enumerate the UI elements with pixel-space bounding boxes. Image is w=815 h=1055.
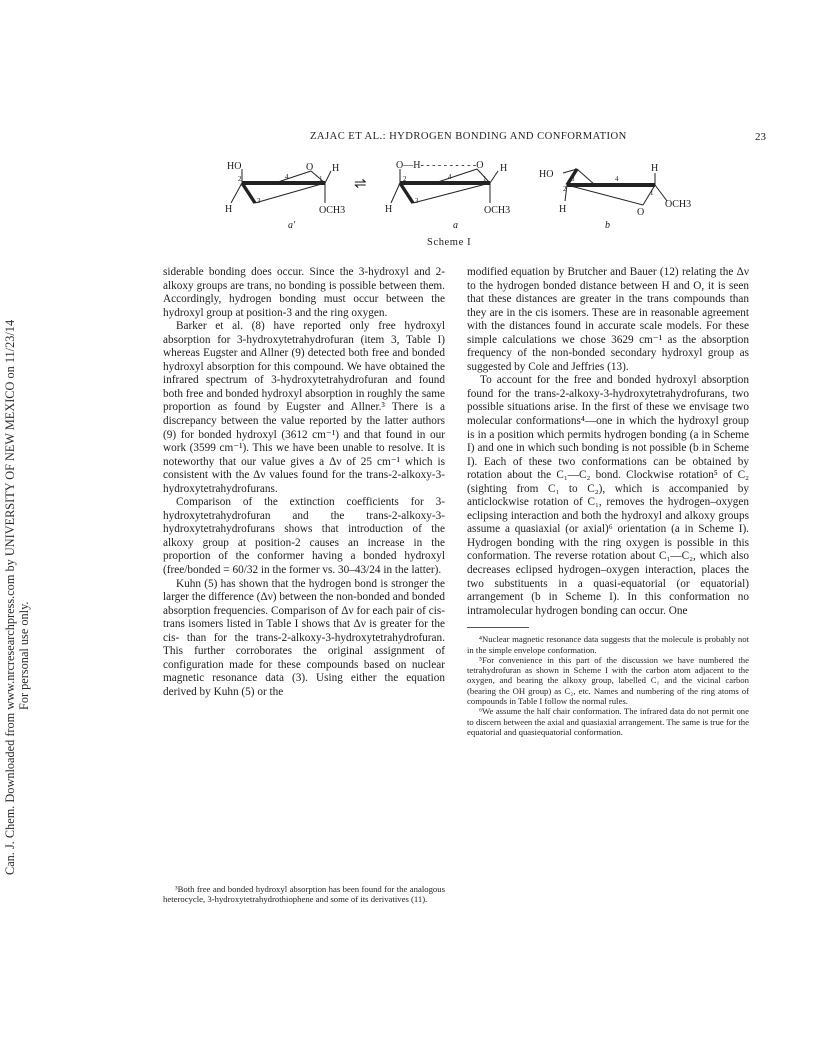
label-ho: HO — [227, 161, 242, 172]
label-o: O — [637, 207, 645, 218]
structure-a — [385, 160, 510, 231]
label-h: H — [385, 204, 393, 215]
paragraph: Kuhn (5) has shown that the hydrogen bond is stronger the larger the difference (Δν) between the non-bonded and bonded absorption frequencies. Comparison of Δν for each pair of cis-trans isomers listed in Table I shows that Δν is greater for the cis- than for the trans-2-alkoxy-3-hydroxytetrahydrofuran. This further corroborates the original assignment of configuration made for these compounds based on nuclear magnetic resonance data (3). Using either the equation derived by Kuhn (5) or the — [163, 577, 445, 698]
label-a-prime: a′ — [288, 220, 296, 231]
download-notice-line-2: For personal use only. — [17, 601, 31, 710]
label-o: O — [306, 162, 314, 173]
label-4: 4 — [615, 175, 619, 183]
equilibrium-arrow: ⇌ — [354, 176, 367, 192]
label-1: 1 — [650, 189, 654, 197]
label-b: b — [605, 220, 610, 231]
footnote-5: ⁵For convenience in this part of the discussion we have numbered the tetrahydrofuran as shown in Scheme I with the carbon atom adjacent to the oxygen, and bearing the alkoxy group, labelled C₁ and the vicinal carbon (bearing the OH group) as C₂, etc. Names and numbering of the ring atoms of compounds in Table I follow the normal rules. — [467, 654, 749, 706]
label-3: 3 — [415, 197, 419, 205]
left-footnotes — [163, 884, 445, 905]
paragraph: Barker et al. (8) have reported only free hydroxyl absorption for 3-hydroxytetrahydrofuran (item 3, Table I) whereas Eugster and Allner (9) detected both free and bonded hydroxyl absorption for this compound. We have obtained the infrared spectrum of 3-hydroxytetrahydrofuran and found both free and bonded hydroxyl absorption in roughly the same proportion as found by Eugster and Allner.³ There is a discrepancy between the value reported by the latter authors (9) for bonded hydroxyl (3612 cm⁻¹) and that found in our work (3599 cm⁻¹). This we have been unable to resolve. It is noteworthy that our value gives a Δν of 25 cm⁻¹ which is consistent with the Δν values found for the trans-2-alkoxy-3-hydroxytetrahydrofurans. — [163, 320, 445, 495]
label-och3: OCH3 — [319, 205, 346, 216]
label-h: H — [500, 163, 508, 174]
footnote-divider — [467, 627, 529, 628]
label-4: 4 — [285, 173, 289, 181]
scheme-caption: Scheme I — [427, 237, 472, 248]
label-och3: OCH3 — [484, 205, 511, 216]
scheme-structures — [215, 155, 715, 235]
paragraph: To account for the free and bonded hydroxyl absorption found for the trans-2-alkoxy-3-hydroxytetrahydrofurans, two possible situations arise. In the first of these we envisage two molecular conformations⁴—one in which the hydroxyl group is in a position which permits hydrogen bonding (a in Scheme I) and one in which such bonding is not possible (b in Scheme I). Each of these two conformations can be obtained by rotation about the C₁—C₂ bond. Clockwise rotation⁵ of C₂ (sighting from C₁ to C₂), which is accompanied by anticlockwise rotation of C₁, removes the hydrogen–oxygen eclipsing interaction and both the hydroxyl and alkoxy groups assume a quasiaxial (or axial)⁶ orientation (a in Scheme I). Hydrogen bonding with the ring oxygen is possible in this conformation. The reverse rotation about C₁—C₂, which also decreases eclipsed hydrogen–oxygen interaction, places the two substituents in a quasi-equatorial (or equatorial) arrangement (b in Scheme I). In this conformation no intramolecular hydrogen bonding can occur. One — [467, 374, 749, 617]
footnote-4: ⁴Nuclear magnetic resonance data suggests that the molecule is probably not in the simple envelope conformation. — [467, 634, 749, 655]
paragraph: siderable bonding does occur. Since the 3-hydroxyl and 2-alkoxy groups are trans, no bonding is possible between them. Accordingly, hydrogen bonding must occur between the hydroxyl group at position-3 and the ring oxygen. — [163, 266, 445, 319]
paragraph: Comparison of the extinction coefficients for 3-hydroxytetrahydrofuran and the trans-2-alkoxy-3-hydroxytetrahydrofurans shows that introduction of the alkoxy group at position-2 causes an increase in the proportion of the conformer having a bonded hydroxyl (free/bonded = 60/32 in the former vs. 30–43/24 in the latter). — [163, 496, 445, 577]
left-column — [163, 266, 445, 700]
label-a: a — [453, 220, 458, 231]
download-notice — [3, 225, 31, 875]
label-ho: HO — [539, 169, 554, 180]
footnote-3: ³Both free and bonded hydroxyl absorption has been found for the analogous heterocycle, 3-hydroxytetrahydrothiophene and some of its derivatives (11). — [163, 884, 445, 905]
label-1: 1 — [319, 175, 323, 183]
right-column — [467, 266, 749, 737]
label-2: 2 — [563, 185, 567, 193]
label-h: H — [225, 204, 233, 215]
structure-a-prime — [225, 161, 345, 231]
structure-b — [539, 163, 691, 231]
page-number: 23 — [755, 131, 766, 143]
footnote-6: ⁶We assume the half chair conformation. The infrared data do not permit one to discern between the axial and quasiaxial arrangement. The same is true for the equatorial and quasiequatorial conformation. — [467, 706, 749, 737]
download-notice-line-1: Can. J. Chem. Downloaded from www.nrcresearchpress.com by UNIVERSITY OF NEW MEXICO on 11/23/14 — [3, 319, 17, 875]
label-2: 2 — [238, 175, 242, 183]
label-3: 3 — [571, 175, 575, 183]
label-1: 1 — [483, 175, 487, 183]
scheme-figure — [215, 155, 715, 235]
label-och3: OCH3 — [665, 199, 692, 210]
running-title: ZAJAC ET AL.: HYDROGEN BONDING AND CONFORMATION — [310, 131, 627, 142]
label-o-hbond: O—H- - - - - - - - - -O — [396, 160, 484, 171]
label-3: 3 — [257, 197, 261, 205]
label-h: H — [332, 163, 340, 174]
label-2: 2 — [403, 175, 407, 183]
label-h: H — [651, 163, 659, 174]
paragraph: modified equation by Brutcher and Bauer (12) relating the Δν to the hydrogen bonded distance between H and O, it is seen that these distances are greater in the trans compounds than they are in the cis isomers. These are in reasonable agreement with the distances found in accurate scale models. For these simple calculations we chose 3629 cm⁻¹ as the absorption frequency of the non-bonded secondary hydroxyl group as suggested by Cole and Jeffries (13). — [467, 266, 749, 373]
label-4: 4 — [448, 173, 452, 181]
label-h: H — [559, 204, 567, 215]
